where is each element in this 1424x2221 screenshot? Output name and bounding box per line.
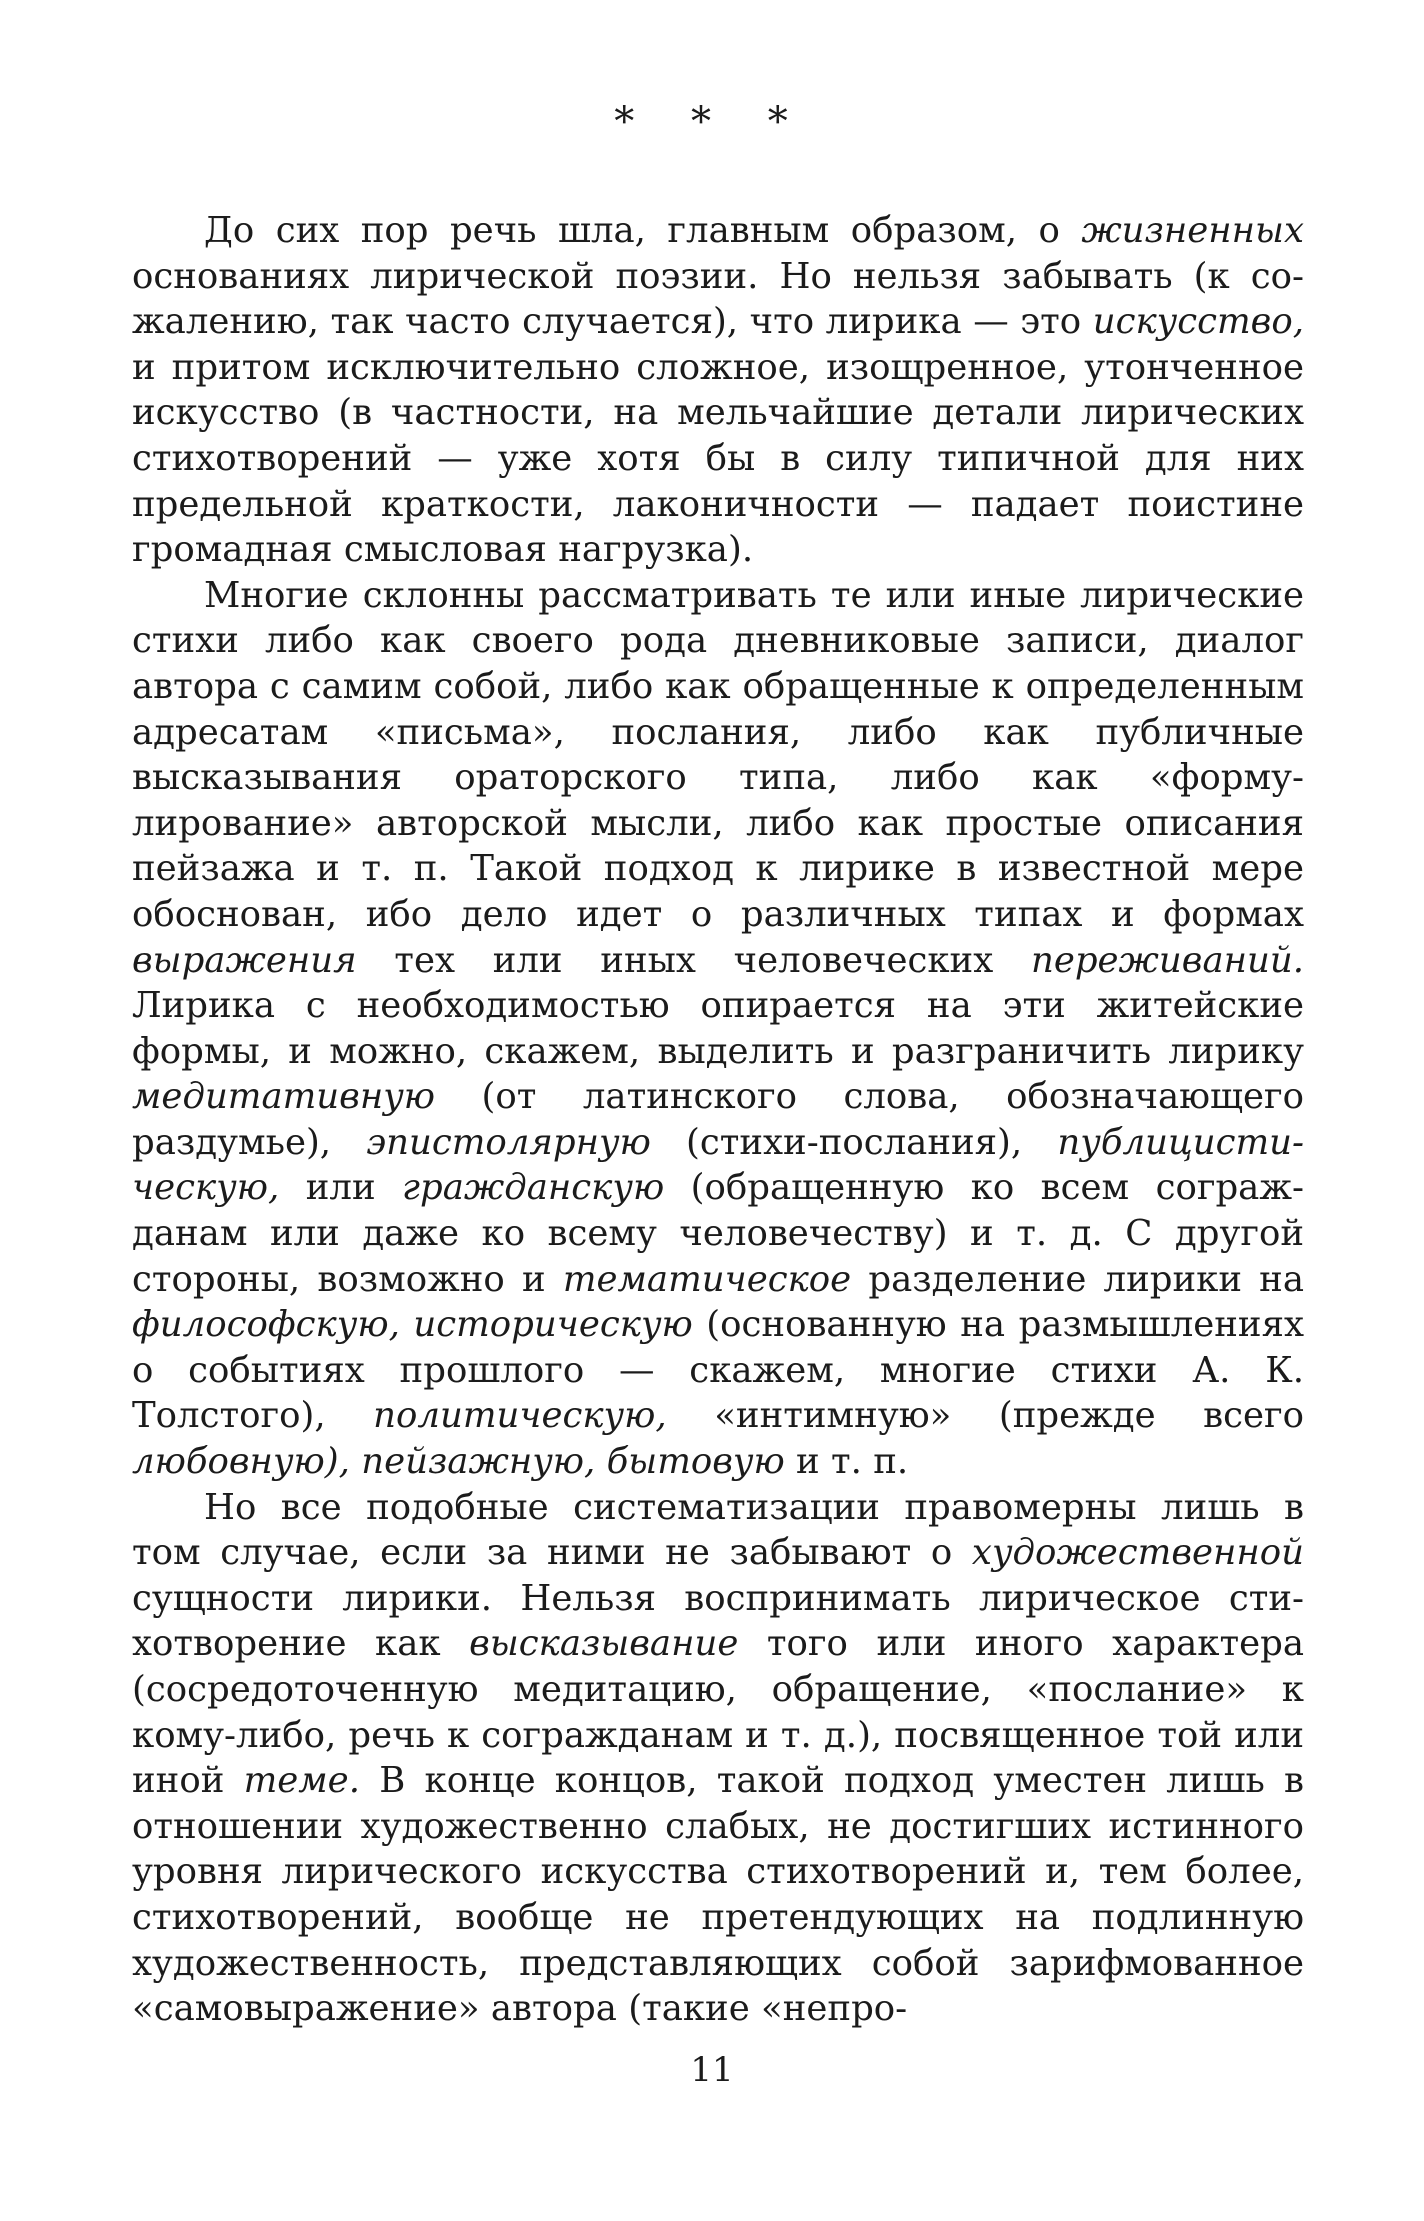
text-run: и т. п. — [784, 1441, 909, 1483]
text-run: Лирика с необходимостью опирается на эти житейские формы, и можно, скажем, выделить и разграничить лирику — [132, 985, 1304, 1072]
italic-text: художественной — [971, 1532, 1304, 1574]
italic-text: переживаний. — [1030, 939, 1304, 981]
text-run: Но все подобные систематизации правомерны лишь в том случае, если за ними не забывают о — [132, 1486, 1304, 1574]
page-number: 11 — [690, 2050, 734, 2090]
text-run: (стихи-послания), — [650, 1121, 1058, 1163]
paragraph-2 — [132, 573, 1304, 1485]
italic-text: теме. — [243, 1760, 360, 1802]
italic-text: медитативную — [132, 1076, 436, 1118]
text-run: разделение лирики на — [851, 1258, 1305, 1300]
text-run: Многие склонны рассматривать те или иные лирические стихи либо как своего рода дневниковые записи, диалог автора с самим собой, либо как обращенные к определенным адресатам «письма», послания, либо как публичные высказывания ораторского типа, либо как «формулирование» авторской мысли, либо как простые описания пейзажа и т. п. Такой подход к лирике в известной мере обоснован, ибо дело идет о различных типах и формах — [132, 574, 1304, 935]
italic-text: гражданскую — [402, 1167, 665, 1209]
text-run: тех или иных человеческих — [356, 939, 1031, 981]
italic-text: тематическое — [562, 1258, 852, 1300]
italic-text: политическую, — [373, 1395, 667, 1437]
italic-text: искусство, — [1092, 301, 1304, 343]
text-run: того или иного характера (сосредоточенную медитацию, обращение, «послание» к кому-либо, речь к согражданам и т. д.), посвященное той или иной — [132, 1623, 1304, 1802]
text-run: В конце концов, такой подход уместен лишь в отношении художественно слабых, не достигших истинного уровня лирического искусства стихотворений и, тем более, стихотворений, вообще не претендующих на подлинную художественность, представляющих собой зарифмованное «самовыражение» автора (такие «непро- — [132, 1760, 1304, 2030]
body-text — [132, 208, 1304, 2032]
text-run: До сих пор речь шла, главным образом, о — [204, 210, 1082, 251]
text-run: или — [279, 1167, 403, 1209]
text-run: «интимную» (прежде всего — [666, 1395, 1305, 1437]
italic-text: высказывание — [469, 1623, 739, 1665]
paragraph-1 — [132, 208, 1304, 573]
paragraph-3 — [132, 1485, 1304, 2032]
text-run: сущности лирики. Нельзя воспринимать лирическое стихотворение как — [132, 1577, 1304, 1665]
italic-text: публицистическую, — [132, 1121, 1304, 1209]
italic-text: любовную), пейзажную, бытовую — [132, 1441, 785, 1483]
italic-text: жизненных — [1081, 210, 1304, 251]
text-run: (обращенную ко всем согражданам или даже ко всему человечеству) и т. д. С другой стороны, возможно и — [132, 1167, 1304, 1300]
section-separator: * * * — [614, 99, 810, 145]
italic-text: выражения — [132, 939, 357, 981]
italic-text: эпистолярную — [366, 1121, 651, 1163]
text-run: (от латинского слова, обозначающего раздумье), — [132, 1076, 1304, 1163]
text-run: и притом исключительно сложное, изощренное, утонченное искусство (в частности, на мельчайшие детали лирических стихотворений — уже хотя бы в силу типичной для них предельной краткости, лаконичности — падает поистине громадная смысловая нагрузка). — [132, 346, 1304, 571]
text-run: (основанную на размышлениях о событиях прошлого — скажем, многие стихи А. К. Толстого), — [132, 1304, 1304, 1437]
italic-text: философскую, историческую — [132, 1304, 693, 1346]
text-run: основаниях лирической поэзии. Но нельзя забывать (к сожалению, так часто случается), что лирика — это — [132, 255, 1304, 343]
